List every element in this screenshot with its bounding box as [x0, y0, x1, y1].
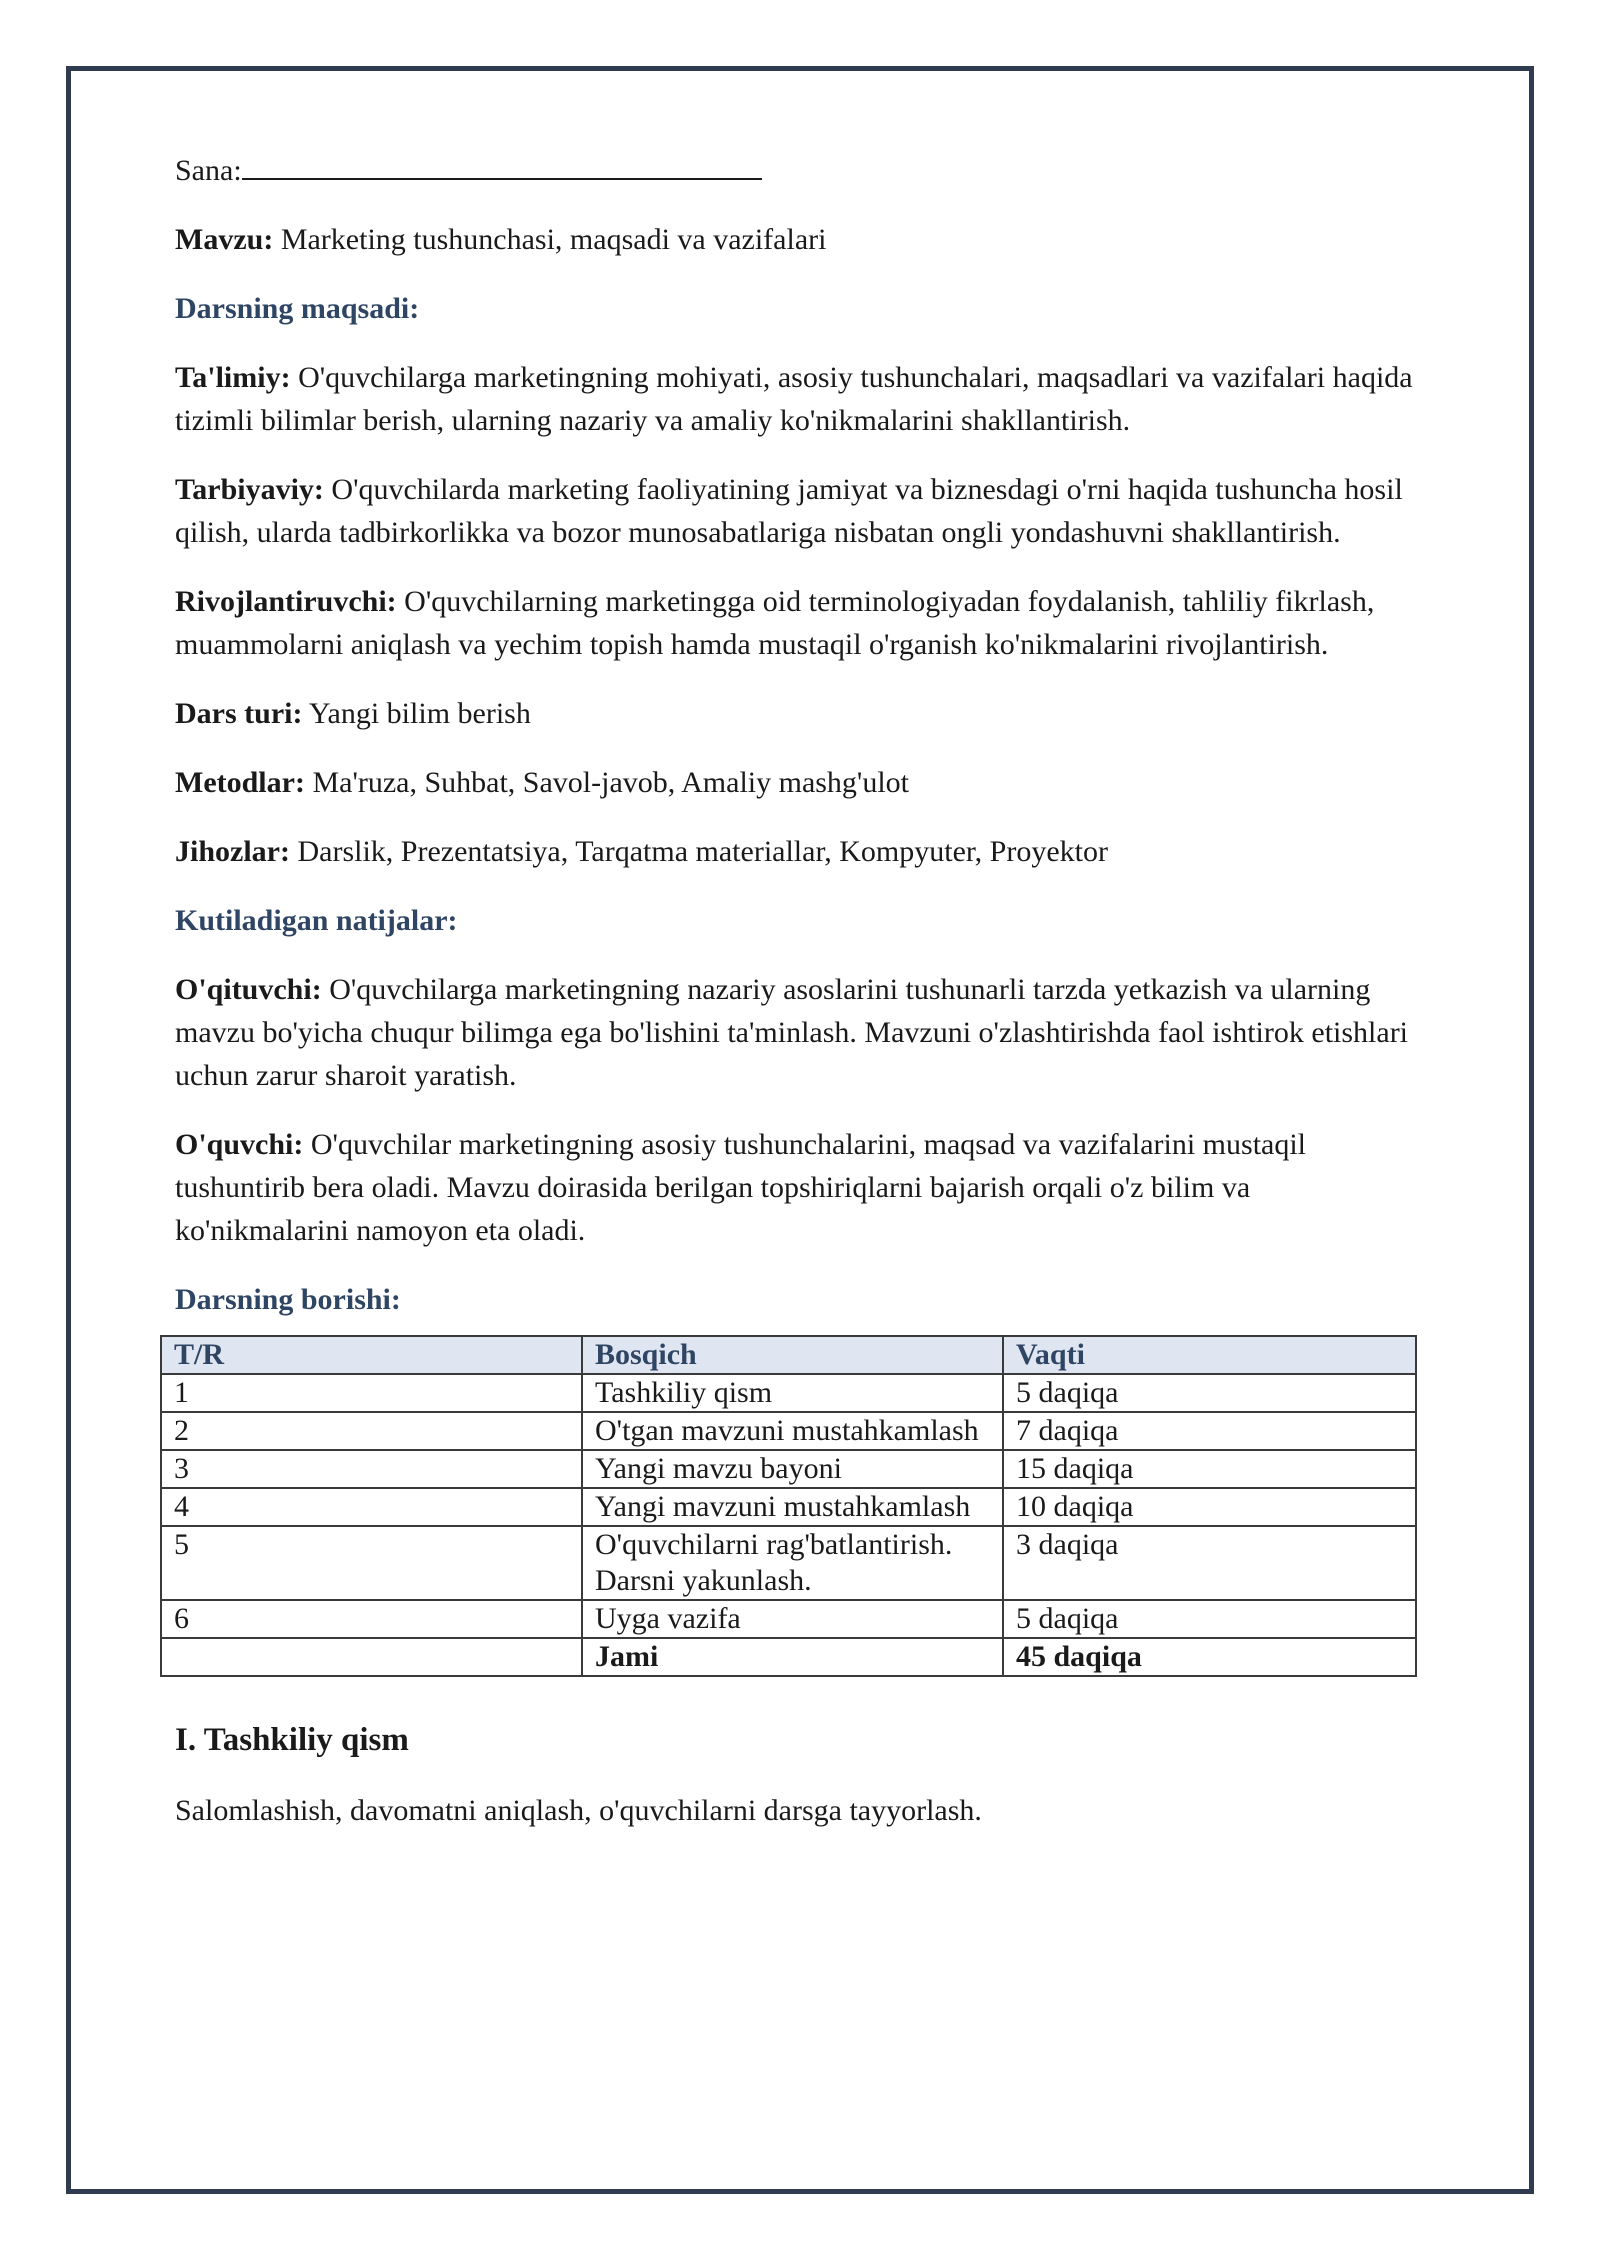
section-text: Salomlashish, davomatni aniqlash, o'quvchilarni darsga tayyorlash. — [175, 1794, 982, 1827]
lesson-type-text: Yangi bilim berish — [302, 697, 531, 730]
cell-stage: Yangi mavzu bayoni — [582, 1450, 1003, 1488]
table-row — [161, 1374, 1416, 1412]
cell-number: 2 — [161, 1412, 582, 1450]
section-heading: I. Tashkiliy qism — [175, 1722, 409, 1758]
date-line — [175, 148, 1425, 192]
methods-label: Metodlar: — [175, 766, 305, 799]
goal-label: Rivojlantiruvchi: — [175, 585, 397, 618]
column-header-time: Vaqti — [1003, 1336, 1416, 1374]
goal-label: Ta'limiy: — [175, 361, 291, 394]
equipment-text: Darslik, Prezentatsiya, Tarqatma materiallar, Kompyuter, Proyektor — [289, 835, 1108, 868]
table-row — [161, 1450, 1416, 1488]
outcome-student — [175, 1123, 1425, 1252]
document-body — [175, 148, 1425, 1858]
lesson-type — [175, 692, 1425, 735]
column-header-number: T/R — [161, 1336, 582, 1374]
date-blank-field — [242, 148, 762, 180]
cell-stage: O'tgan mavzuni mustahkamlash — [582, 1412, 1003, 1450]
lesson-equipment — [175, 830, 1425, 873]
cell-stage: O'quvchilarni rag'batlantirish. Darsni yakunlash. — [582, 1526, 1003, 1600]
teacher-label: O'qituvchi: — [175, 973, 322, 1006]
cell-number: 5 — [161, 1526, 582, 1600]
cell-time: 3 daqiqa — [1003, 1526, 1416, 1600]
cell-time: 7 daqiqa — [1003, 1412, 1416, 1450]
cell-number: 3 — [161, 1450, 582, 1488]
goal-educational — [175, 356, 1425, 442]
lesson-methods — [175, 761, 1425, 804]
table-row — [161, 1488, 1416, 1526]
goal-label: Tarbiyaviy: — [175, 473, 324, 506]
student-text: O'quvchilar marketingning asosiy tushunchalarini, maqsad va vazifalarini mustaqil tushuntirib bera oladi. Mavzu doirasida berilgan topshiriqlarni bajarish orqali o'z bilim va ko'nikmalarini namoyon eta oladi. — [175, 1128, 1307, 1247]
teacher-text: O'quvchilarga marketingning nazariy asoslarini tushunarli tarzda yetkazish va ularning mavzu bo'yicha chuqur bilimga ega bo'lishini ta'minlash. Mavzuni o'zlashtirishda faol ishtirok etishlari uchun zarur sharoit yaratish. — [175, 973, 1409, 1092]
student-label: O'quvchi: — [175, 1128, 304, 1161]
topic-line — [175, 218, 1425, 261]
table-header-row — [161, 1336, 1416, 1374]
equipment-label: Jihozlar: — [175, 835, 290, 868]
outcomes-heading: Kutiladigan natijalar: — [175, 904, 458, 937]
cell-time: 10 daqiqa — [1003, 1488, 1416, 1526]
cell-number: 1 — [161, 1374, 582, 1412]
methods-text: Ma'ruza, Suhbat, Savol-javob, Amaliy mashg'ulot — [304, 766, 910, 799]
outcome-teacher — [175, 968, 1425, 1097]
table-total-row — [161, 1638, 1416, 1676]
cell-stage: Yangi mavzuni mustahkamlash — [582, 1488, 1003, 1526]
progress-heading: Darsning borishi: — [175, 1283, 401, 1316]
topic-text: Marketing tushunchasi, maqsadi va vazifalari — [273, 223, 827, 256]
cell-time: 5 daqiqa — [1003, 1374, 1416, 1412]
lesson-plan-table — [160, 1335, 1417, 1677]
goals-heading: Darsning maqsadi: — [175, 292, 420, 325]
goal-text: O'quvchilarda marketing faoliyatining jamiyat va biznesdagi o'rni haqida tushuncha hosil qilish, ularda tadbirkorlikka va bozor munosabatlariga nisbatan ongli yondashuvni shakllantirish. — [175, 473, 1403, 549]
table-row — [161, 1412, 1416, 1450]
date-label: Sana: — [175, 154, 242, 187]
goal-upbringing — [175, 468, 1425, 554]
table-row — [161, 1600, 1416, 1638]
cell-stage: Uyga vazifa — [582, 1600, 1003, 1638]
cell-time: 15 daqiqa — [1003, 1450, 1416, 1488]
cell-number: 6 — [161, 1600, 582, 1638]
cell-number: 4 — [161, 1488, 582, 1526]
column-header-stage: Bosqich — [582, 1336, 1003, 1374]
cell-stage: Tashkiliy qism — [582, 1374, 1003, 1412]
goal-text: O'quvchilarga marketingning mohiyati, asosiy tushunchalari, maqsadlari va vazifalari haqida tizimli bilimlar berish, ularning nazariy va amaliy ko'nikmalarini shakllantirish. — [175, 361, 1413, 437]
goal-text: O'quvchilarning marketingga oid terminologiyadan foydalanish, tahliliy fikrlash, muammolarni aniqlash va yechim topish hamda mustaqil o'rganish ko'nikmalarini rivojlantirish. — [175, 585, 1375, 661]
total-label: Jami — [582, 1638, 1003, 1676]
cell-number — [161, 1638, 582, 1676]
goal-developmental — [175, 580, 1425, 666]
lesson-type-label: Dars turi: — [175, 697, 303, 730]
total-time: 45 daqiqa — [1003, 1638, 1416, 1676]
topic-label: Mavzu: — [175, 223, 274, 256]
cell-time: 5 daqiqa — [1003, 1600, 1416, 1638]
table-row — [161, 1526, 1416, 1600]
